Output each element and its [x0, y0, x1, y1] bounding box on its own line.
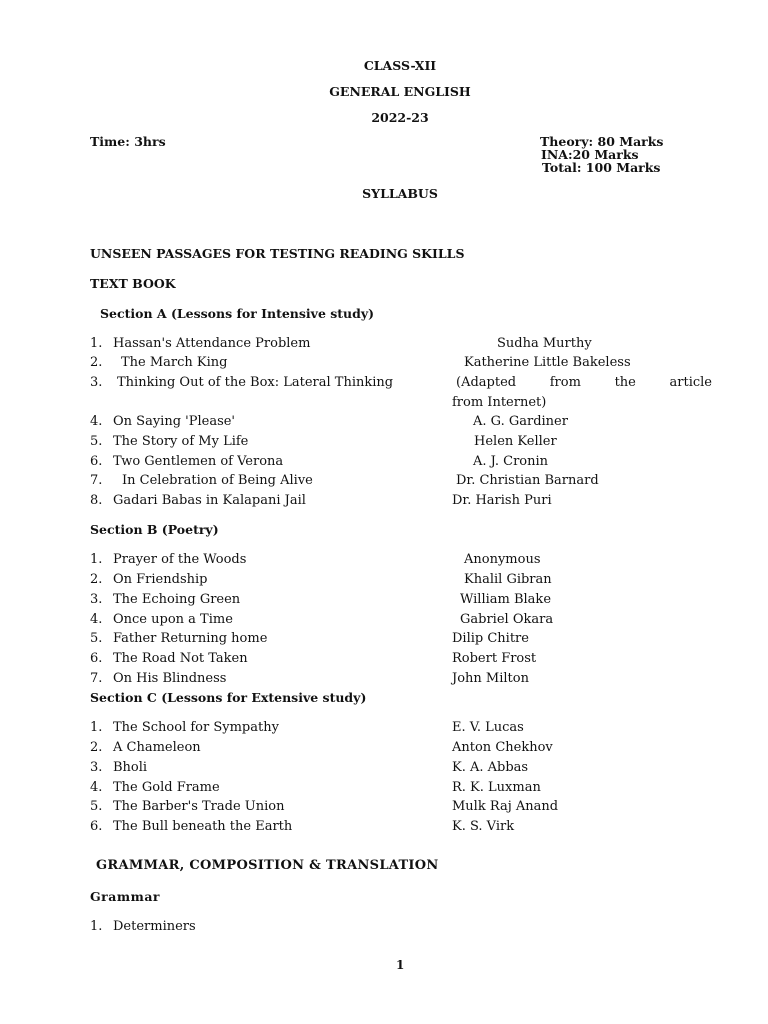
poem-author: Anonymous: [464, 552, 541, 567]
poem-author: Robert Frost: [452, 651, 537, 666]
item-number: 6.: [90, 819, 103, 834]
list-item: [90, 651, 730, 671]
item-number: 6.: [90, 454, 103, 469]
poem-author: John Milton: [452, 671, 529, 686]
section-b-title: Section B (Poetry): [90, 522, 219, 537]
list-item: [90, 612, 730, 632]
lesson-author: Katherine Little Bakeless: [464, 355, 631, 370]
textbook-heading: TEXT BOOK: [90, 276, 176, 291]
ina-marks: INA:20 Marks: [541, 147, 639, 162]
lesson-author: Sudha Murthy: [497, 336, 592, 351]
lesson-author: A. J. Cronin: [473, 454, 549, 469]
lesson-author: Dr. Harish Puri: [452, 493, 552, 508]
lesson-title: Two Gentlemen of Verona: [113, 454, 284, 469]
lesson-title: A Chameleon: [113, 740, 201, 755]
author-word: article: [669, 375, 712, 390]
poem-title: On Friendship: [113, 572, 208, 587]
lesson-title: The Gold Frame: [113, 780, 220, 795]
lesson-author: Helen Keller: [474, 434, 557, 449]
list-item: [90, 473, 730, 493]
lesson-title: In Celebration of Being Alive: [122, 473, 313, 488]
lesson-title: Hassan's Attendance Problem: [113, 336, 311, 351]
list-item: [90, 799, 730, 819]
item-number: 8.: [90, 493, 103, 508]
item-number: 3.: [90, 592, 103, 607]
lesson-title: On Saying 'Please': [113, 414, 236, 429]
list-item: [90, 493, 730, 513]
theory-marks: Theory: 80 Marks: [540, 134, 664, 149]
author-word: the: [614, 375, 636, 390]
grammar-composition-heading: GRAMMAR, COMPOSITION & TRANSLATION: [96, 858, 439, 873]
list-item: [90, 631, 730, 651]
list-item: [90, 592, 730, 612]
poem-title: Father Returning home: [113, 631, 268, 646]
lesson-title: The School for Sympathy: [113, 720, 279, 735]
item-number: 7.: [90, 671, 103, 686]
item-number: 3.: [90, 760, 103, 775]
poem-author: Khalil Gibran: [464, 572, 552, 587]
subject-heading: GENERAL ENGLISH: [329, 84, 471, 99]
year-heading: 2022-23: [371, 110, 429, 125]
list-item: [90, 780, 730, 800]
item-number: 1.: [90, 919, 103, 934]
lesson-title: Bholi: [113, 760, 148, 775]
grammar-title: Grammar: [90, 889, 160, 904]
time-label: Time: 3hrs: [90, 134, 166, 149]
lesson-author: E. V. Lucas: [452, 720, 524, 735]
unseen-heading: UNSEEN PASSAGES FOR TESTING READING SKILLS: [90, 246, 465, 261]
poem-author: Gabriel Okara: [460, 612, 554, 627]
item-number: 3.: [90, 375, 103, 390]
page-number: 1: [396, 958, 405, 972]
lesson-title: The Barber's Trade Union: [113, 799, 285, 814]
list-item: [90, 720, 730, 740]
lesson-author-line: [456, 375, 712, 390]
poem-title: Prayer of the Woods: [113, 552, 247, 567]
syllabus-heading: SYLLABUS: [362, 186, 438, 201]
list-item: [90, 355, 730, 375]
class-heading: CLASS-XII: [363, 58, 437, 73]
lesson-title: The Story of My Life: [113, 434, 249, 449]
list-item: [90, 552, 730, 572]
poem-title: The Road Not Taken: [113, 651, 248, 666]
lesson-author: Mulk Raj Anand: [452, 799, 559, 814]
item-number: 5.: [90, 434, 103, 449]
list-item: [90, 819, 730, 839]
item-number: 7.: [90, 473, 103, 488]
item-number: 2.: [90, 572, 103, 587]
lesson-author: A. G. Gardiner: [473, 414, 568, 429]
lesson-author-continued: from Internet): [452, 395, 547, 410]
lesson-title: The Bull beneath the Earth: [113, 819, 293, 834]
list-item: [90, 740, 730, 760]
list-item: [90, 919, 730, 939]
item-number: 1.: [90, 552, 103, 567]
lesson-author: Dr. Christian Barnard: [456, 473, 599, 488]
grammar-topic: Determiners: [113, 919, 196, 934]
poem-author: William Blake: [460, 592, 552, 607]
item-number: 2.: [90, 355, 103, 370]
author-word: (Adapted: [456, 375, 517, 390]
item-number: 4.: [90, 780, 103, 795]
poem-title: Once upon a Time: [113, 612, 233, 627]
author-word: from: [549, 375, 581, 390]
item-number: 1.: [90, 720, 103, 735]
item-number: 4.: [90, 414, 103, 429]
list-item: [90, 760, 730, 780]
lesson-author: K. A. Abbas: [452, 760, 529, 775]
list-item: [90, 414, 730, 434]
lesson-title: Thinking Out of the Box: Lateral Thinking: [117, 375, 394, 390]
lesson-author: R. K. Luxman: [452, 780, 541, 795]
list-item: [90, 671, 730, 691]
total-marks: Total: 100 Marks: [542, 160, 661, 175]
poem-title: The Echoing Green: [113, 592, 241, 607]
list-item: [90, 434, 730, 454]
poem-author: Dilip Chitre: [452, 631, 529, 646]
list-item: [90, 572, 730, 592]
item-number: 5.: [90, 631, 103, 646]
item-number: 1.: [90, 336, 103, 351]
list-item: [90, 336, 730, 356]
section-a-title: Section A (Lessons for Intensive study): [100, 306, 375, 321]
item-number: 6.: [90, 651, 103, 666]
section-c-title: Section C (Lessons for Extensive study): [90, 690, 367, 705]
item-number: 2.: [90, 740, 103, 755]
lesson-author: K. S. Virk: [452, 819, 515, 834]
poem-title: On His Blindness: [113, 671, 227, 686]
item-number: 4.: [90, 612, 103, 627]
list-item: [90, 454, 730, 474]
lesson-author: Anton Chekhov: [452, 740, 553, 755]
lesson-title: The March King: [121, 355, 228, 370]
lesson-title: Gadari Babas in Kalapani Jail: [113, 493, 306, 508]
item-number: 5.: [90, 799, 103, 814]
